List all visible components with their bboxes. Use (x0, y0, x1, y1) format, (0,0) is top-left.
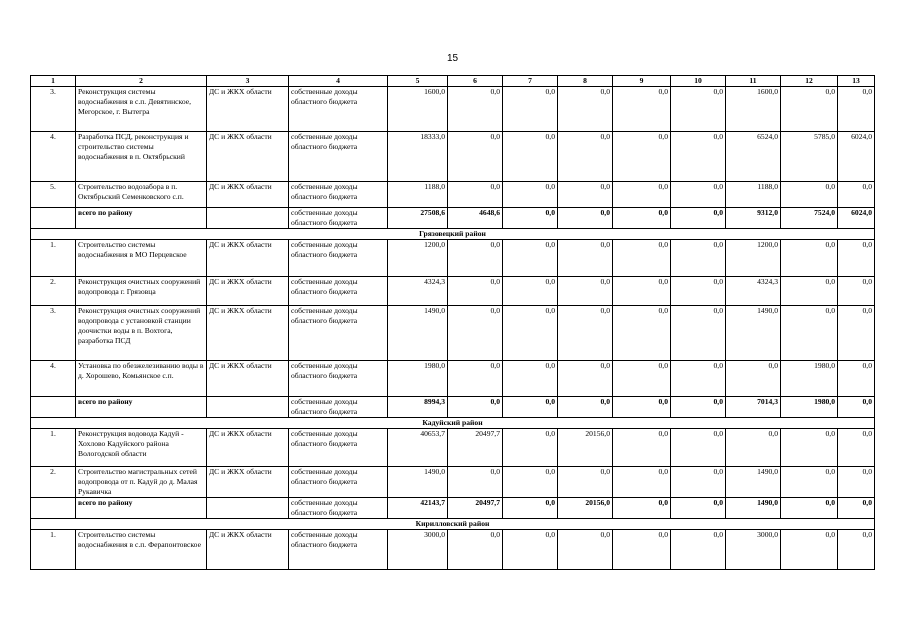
amount-cell: 0,0 (781, 530, 838, 570)
amount-cell: 1490,0 (726, 467, 781, 498)
amount-cell: 0,0 (503, 182, 558, 208)
amount-cell: 27508,6 (388, 208, 448, 229)
amount-cell: 1490,0 (726, 498, 781, 519)
table-row (31, 467, 875, 498)
amount-cell: 0,0 (671, 498, 726, 519)
amount-cell: 0,0 (781, 277, 838, 306)
district-total-row (31, 498, 875, 519)
amount-cell: 0,0 (613, 277, 671, 306)
project-name: Разработка ПСД, реконструкция и строительство системы водоснабжения в п. Октябрьский (76, 132, 207, 182)
amount-cell: 0,0 (448, 240, 503, 277)
amount-cell: 1490,0 (388, 306, 448, 361)
amount-cell: 5785,0 (781, 132, 838, 182)
amount-cell: 0,0 (613, 498, 671, 519)
district-header-row (31, 418, 875, 429)
table-row (31, 87, 875, 132)
executor: ДС и ЖКХ области (207, 361, 289, 397)
amount-cell: 0,0 (613, 361, 671, 397)
amount-cell: 1980,0 (388, 361, 448, 397)
amount-cell: 0,0 (558, 277, 613, 306)
total-label: всего по району (76, 498, 207, 519)
amount-cell: 0,0 (558, 87, 613, 132)
project-name: Реконструкция очистных сооружений водопровода с установкой станции доочистки воды в п. Вохтога, разработка ПСД (76, 306, 207, 361)
amount-cell: 0,0 (671, 467, 726, 498)
amount-cell: 8994,3 (388, 397, 448, 418)
amount-cell: 0,0 (448, 397, 503, 418)
amount-cell: 0,0 (503, 361, 558, 397)
amount-cell: 0,0 (781, 498, 838, 519)
amount-cell: 1188,0 (726, 182, 781, 208)
column-header: 12 (781, 76, 838, 87)
project-name: Реконструкция системы водоснабжения в с.п. Девятинское, Мегорское, г. Вытегра (76, 87, 207, 132)
executor: ДС и ЖКХ области (207, 467, 289, 498)
total-label: всего по району (76, 208, 207, 229)
column-header: 6 (448, 76, 503, 87)
budget-table (30, 75, 875, 570)
amount-cell: 0,0 (448, 87, 503, 132)
table-row (31, 429, 875, 467)
amount-cell: 0,0 (613, 467, 671, 498)
amount-cell: 0,0 (558, 397, 613, 418)
amount-cell: 0,0 (613, 87, 671, 132)
project-name: Строительство системы водоснабжения в МО Перцевское (76, 240, 207, 277)
amount-cell: 0,0 (613, 306, 671, 361)
executor: ДС и ЖКХ области (207, 87, 289, 132)
district-header-row (31, 229, 875, 240)
project-name: Строительство водозабора в п. Октябрьский Семенковского с.п. (76, 182, 207, 208)
amount-cell: 1188,0 (388, 182, 448, 208)
amount-cell: 0,0 (613, 429, 671, 467)
amount-cell: 7014,3 (726, 397, 781, 418)
column-header: 5 (388, 76, 448, 87)
amount-cell: 0,0 (448, 182, 503, 208)
row-index (31, 397, 76, 418)
funding-source: собственные доходы областного бюджета (289, 498, 388, 519)
row-index (31, 208, 76, 229)
funding-source: собственные доходы областного бюджета (289, 397, 388, 418)
row-index: 2. (31, 467, 76, 498)
amount-cell: 0,0 (503, 277, 558, 306)
amount-cell: 0,0 (671, 240, 726, 277)
column-header: 10 (671, 76, 726, 87)
table-row (31, 361, 875, 397)
amount-cell: 0,0 (558, 306, 613, 361)
row-index: 3. (31, 306, 76, 361)
amount-cell: 0,0 (838, 361, 875, 397)
amount-cell: 6024,0 (838, 132, 875, 182)
funding-source: собственные доходы областного бюджета (289, 277, 388, 306)
amount-cell: 0,0 (448, 361, 503, 397)
row-index: 2. (31, 277, 76, 306)
amount-cell: 0,0 (838, 240, 875, 277)
row-index: 4. (31, 132, 76, 182)
project-name: Строительство магистральных сетей водопровода от п. Кадуй до д. Малая Рукавичка (76, 467, 207, 498)
district-title: Грязовецкий район (31, 229, 875, 240)
row-index: 4. (31, 361, 76, 397)
table-row (31, 132, 875, 182)
amount-cell: 0,0 (503, 208, 558, 229)
amount-cell: 0,0 (671, 87, 726, 132)
funding-source: собственные доходы областного бюджета (289, 132, 388, 182)
executor (207, 397, 289, 418)
amount-cell: 0,0 (448, 277, 503, 306)
district-title: Кадуйский район (31, 418, 875, 429)
executor: ДС и ЖКХ области (207, 182, 289, 208)
project-name: Установка по обезжелезиванию воды в д. Хорошево, Комьянское с.п. (76, 361, 207, 397)
amount-cell: 0,0 (838, 182, 875, 208)
executor: ДС и ЖКХ области (207, 277, 289, 306)
amount-cell: 20497,7 (448, 498, 503, 519)
amount-cell: 0,0 (838, 498, 875, 519)
amount-cell: 0,0 (503, 530, 558, 570)
executor: ДС и ЖКХ области (207, 132, 289, 182)
table-row (31, 530, 875, 570)
amount-cell: 0,0 (838, 467, 875, 498)
row-index: 1. (31, 429, 76, 467)
table-row (31, 182, 875, 208)
amount-cell: 3000,0 (388, 530, 448, 570)
amount-cell: 0,0 (448, 530, 503, 570)
row-index: 1. (31, 530, 76, 570)
amount-cell: 1200,0 (388, 240, 448, 277)
column-header: 1 (31, 76, 76, 87)
row-index (31, 498, 76, 519)
amount-cell: 0,0 (671, 182, 726, 208)
amount-cell: 1600,0 (388, 87, 448, 132)
amount-cell: 0,0 (781, 182, 838, 208)
row-index: 1. (31, 240, 76, 277)
total-label: всего по району (76, 397, 207, 418)
amount-cell: 6524,0 (726, 132, 781, 182)
page-number: 15 (446, 53, 459, 64)
amount-cell: 0,0 (558, 467, 613, 498)
amount-cell: 0,0 (448, 467, 503, 498)
amount-cell: 0,0 (558, 182, 613, 208)
amount-cell: 0,0 (781, 306, 838, 361)
amount-cell: 0,0 (726, 361, 781, 397)
column-header: 7 (503, 76, 558, 87)
amount-cell: 20156,0 (558, 498, 613, 519)
district-header-row (31, 519, 875, 530)
amount-cell: 0,0 (726, 429, 781, 467)
funding-source: собственные доходы областного бюджета (289, 429, 388, 467)
table-row (31, 306, 875, 361)
amount-cell: 0,0 (838, 306, 875, 361)
district-title: Кирилловский район (31, 519, 875, 530)
amount-cell: 0,0 (671, 530, 726, 570)
amount-cell: 0,0 (503, 87, 558, 132)
amount-cell: 9312,0 (726, 208, 781, 229)
project-name: Реконструкция водовода Кадуй - Хохлово Кадуйского района Вологодской области (76, 429, 207, 467)
amount-cell: 0,0 (671, 397, 726, 418)
column-header-row (31, 76, 875, 87)
funding-source: собственные доходы областного бюджета (289, 240, 388, 277)
amount-cell: 0,0 (781, 240, 838, 277)
amount-cell: 4324,3 (388, 277, 448, 306)
column-header: 11 (726, 76, 781, 87)
funding-source: собственные доходы областного бюджета (289, 467, 388, 498)
executor (207, 498, 289, 519)
amount-cell: 0,0 (448, 132, 503, 182)
amount-cell: 0,0 (613, 397, 671, 418)
amount-cell: 0,0 (838, 530, 875, 570)
amount-cell: 1490,0 (726, 306, 781, 361)
amount-cell: 42143,7 (388, 498, 448, 519)
amount-cell: 18333,0 (388, 132, 448, 182)
amount-cell: 0,0 (503, 397, 558, 418)
column-header: 4 (289, 76, 388, 87)
amount-cell: 0,0 (838, 87, 875, 132)
district-total-row (31, 208, 875, 229)
amount-cell: 0,0 (558, 530, 613, 570)
amount-cell: 0,0 (781, 429, 838, 467)
amount-cell: 0,0 (838, 429, 875, 467)
amount-cell: 0,0 (558, 132, 613, 182)
amount-cell: 0,0 (671, 361, 726, 397)
amount-cell: 1980,0 (781, 397, 838, 418)
amount-cell: 0,0 (613, 182, 671, 208)
table-row (31, 277, 875, 306)
amount-cell: 4324,3 (726, 277, 781, 306)
amount-cell: 0,0 (613, 530, 671, 570)
executor (207, 208, 289, 229)
column-header: 2 (76, 76, 207, 87)
amount-cell: 3000,0 (726, 530, 781, 570)
amount-cell: 0,0 (838, 397, 875, 418)
amount-cell: 0,0 (671, 208, 726, 229)
amount-cell: 0,0 (781, 467, 838, 498)
executor: ДС и ЖКХ области (207, 429, 289, 467)
amount-cell: 0,0 (503, 429, 558, 467)
funding-source: собственные доходы областного бюджета (289, 208, 388, 229)
amount-cell: 0,0 (671, 277, 726, 306)
amount-cell: 6024,0 (838, 208, 875, 229)
executor: ДС и ЖКХ области (207, 306, 289, 361)
amount-cell: 20156,0 (558, 429, 613, 467)
row-index: 3. (31, 87, 76, 132)
amount-cell: 0,0 (671, 306, 726, 361)
amount-cell: 0,0 (503, 467, 558, 498)
amount-cell: 0,0 (503, 240, 558, 277)
executor: ДС и ЖКХ области (207, 240, 289, 277)
amount-cell: 0,0 (558, 361, 613, 397)
funding-source: собственные доходы областного бюджета (289, 306, 388, 361)
project-name: Строительство системы водоснабжения в с.п. Ферапонтовское (76, 530, 207, 570)
amount-cell: 7524,0 (781, 208, 838, 229)
amount-cell: 0,0 (671, 132, 726, 182)
amount-cell: 0,0 (503, 132, 558, 182)
amount-cell: 40653,7 (388, 429, 448, 467)
project-name: Реконструкция очистных сооружений водопровода г. Грязовца (76, 277, 207, 306)
funding-source: собственные доходы областного бюджета (289, 182, 388, 208)
amount-cell: 0,0 (613, 208, 671, 229)
amount-cell: 0,0 (671, 429, 726, 467)
amount-cell: 4648,6 (448, 208, 503, 229)
district-total-row (31, 397, 875, 418)
amount-cell: 0,0 (558, 208, 613, 229)
amount-cell: 0,0 (613, 240, 671, 277)
funding-source: собственные доходы областного бюджета (289, 530, 388, 570)
amount-cell: 0,0 (781, 87, 838, 132)
amount-cell: 0,0 (448, 306, 503, 361)
funding-source: собственные доходы областного бюджета (289, 87, 388, 132)
amount-cell: 1490,0 (388, 467, 448, 498)
column-header: 9 (613, 76, 671, 87)
funding-source: собственные доходы областного бюджета (289, 361, 388, 397)
amount-cell: 0,0 (503, 498, 558, 519)
amount-cell: 1600,0 (726, 87, 781, 132)
column-header: 3 (207, 76, 289, 87)
amount-cell: 0,0 (558, 240, 613, 277)
table-row (31, 240, 875, 277)
column-header: 8 (558, 76, 613, 87)
amount-cell: 0,0 (838, 277, 875, 306)
amount-cell: 1980,0 (781, 361, 838, 397)
amount-cell: 1200,0 (726, 240, 781, 277)
executor: ДС и ЖКХ области (207, 530, 289, 570)
column-header: 13 (838, 76, 875, 87)
amount-cell: 0,0 (613, 132, 671, 182)
row-index: 5. (31, 182, 76, 208)
amount-cell: 0,0 (503, 306, 558, 361)
amount-cell: 20497,7 (448, 429, 503, 467)
